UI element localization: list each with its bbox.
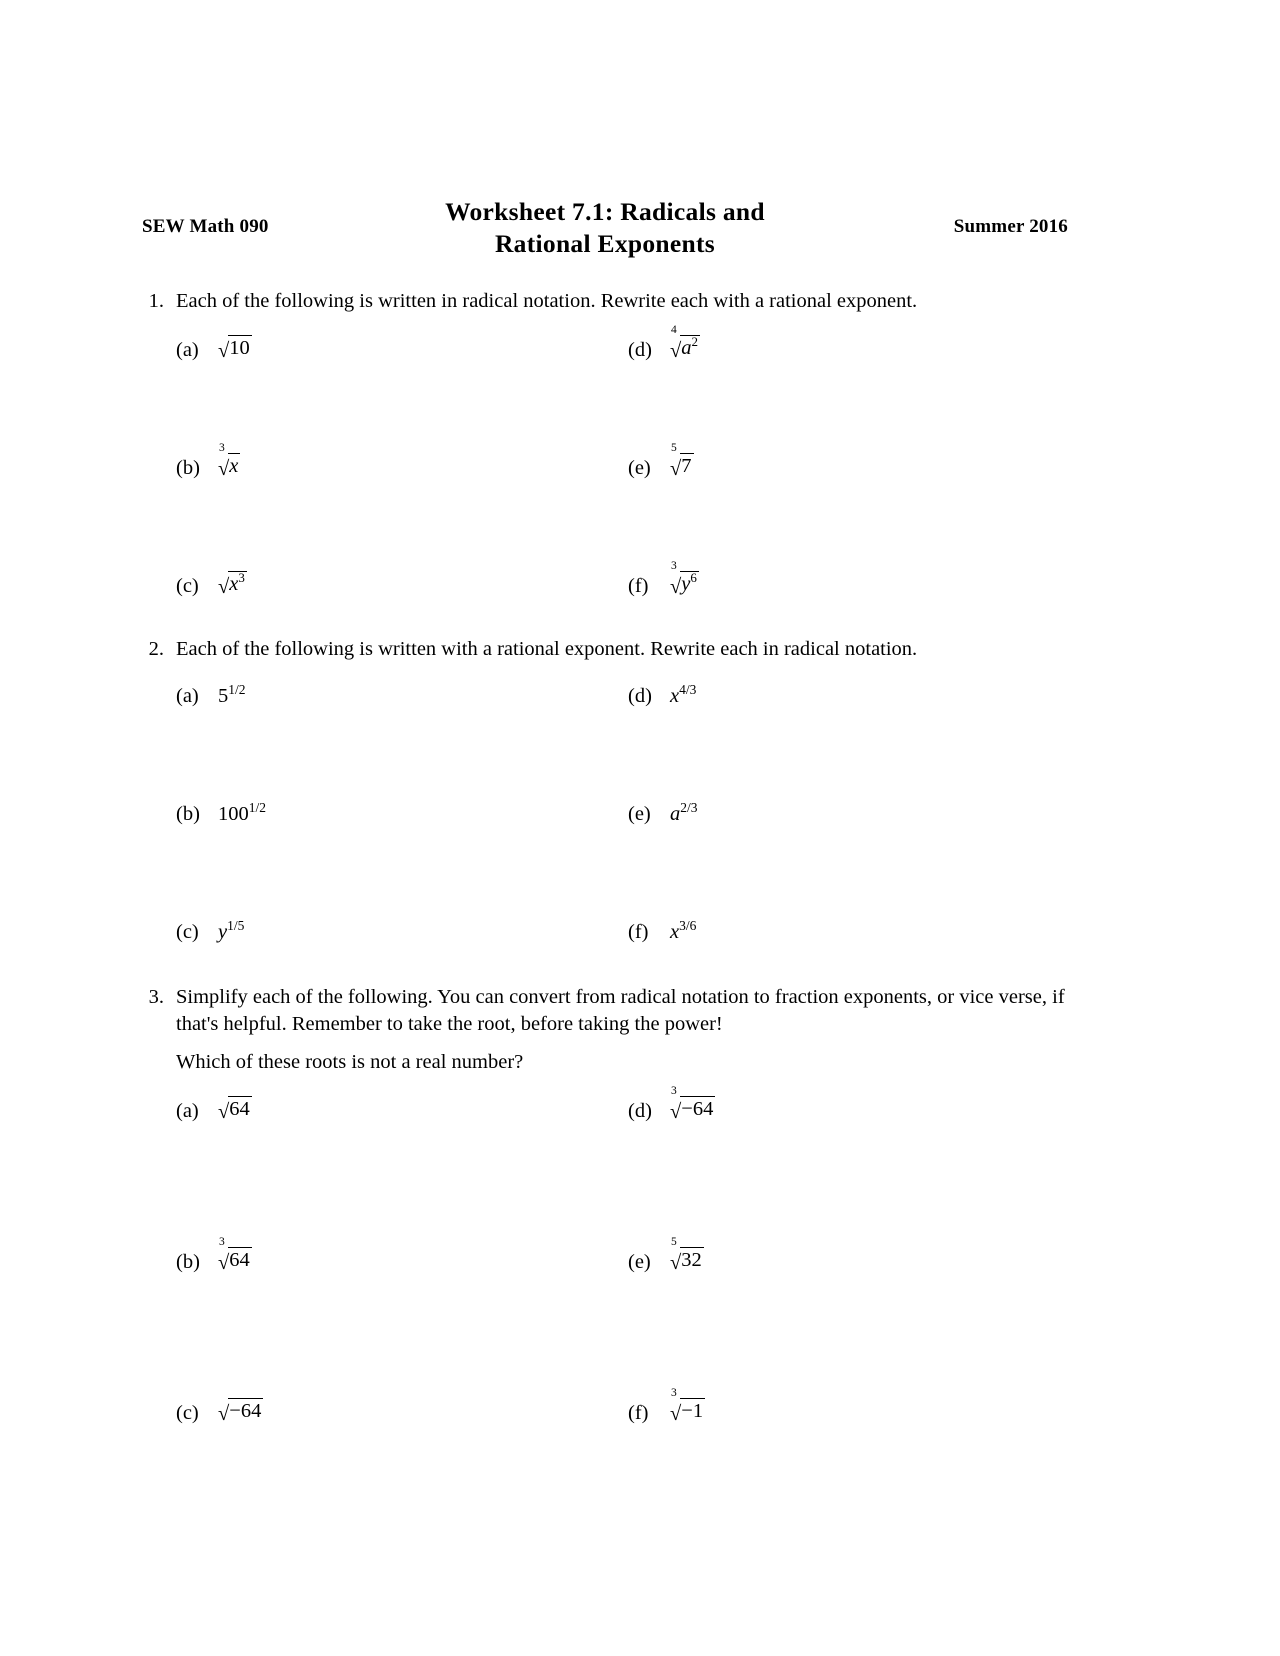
item-1e-label: (e)	[628, 456, 651, 479]
radical-index-5: 5	[671, 441, 677, 454]
item-3b	[176, 1235, 252, 1274]
item-1d	[628, 323, 700, 362]
question-3-items	[176, 1084, 1080, 1458]
item-1f	[628, 559, 699, 598]
question-1-text: Each of the following is written in radical notation. Rewrite each with a rational exponent.	[176, 290, 918, 312]
item-1a-expression: √10	[218, 337, 250, 362]
radical-index-5: 5	[671, 1235, 677, 1248]
question-2-prompt	[130, 636, 1080, 663]
item-3f-label: (f)	[628, 1401, 649, 1424]
item-2a-expression: $5^{1/2}$	[218, 681, 246, 707]
term-label: Summer 2016	[953, 216, 1068, 237]
question-3-number: 3.	[148, 986, 164, 1008]
item-2b-label: (b)	[176, 802, 200, 825]
item-2a-label: (a)	[176, 684, 199, 707]
item-2c-expression: $y^{1/5}$	[218, 917, 245, 943]
item-1a-label: (a)	[176, 338, 199, 361]
item-1c	[176, 570, 247, 598]
course-label: SEW Math 090	[142, 216, 269, 237]
item-2f-expression: $x^{3/6}$	[670, 917, 697, 943]
page-title-line-2: Rational Exponents	[494, 229, 716, 258]
question-3-text: Simplify each of the following. You can convert from radical notation to fraction exponents, or vice verse, if that's helpful. Remember to take the root, before taking the power!	[176, 986, 1065, 1035]
item-3c-label: (c)	[176, 1401, 199, 1424]
page-header	[130, 196, 1080, 262]
item-1b	[176, 441, 240, 480]
item-1a	[176, 337, 252, 362]
question-3-prompt	[130, 984, 1080, 1037]
item-2d	[628, 681, 697, 708]
item-3a-expression: √64	[218, 1098, 250, 1123]
item-2e-label: (e)	[628, 802, 651, 825]
item-2b	[176, 799, 267, 826]
item-1d-label: (d)	[628, 338, 652, 361]
item-2c-label: (c)	[176, 920, 199, 943]
item-3e-label: (e)	[628, 1250, 651, 1273]
item-3f-expression: 3 √−1	[670, 1386, 704, 1425]
item-3b-label: (b)	[176, 1250, 200, 1273]
item-2f	[628, 917, 697, 944]
item-1d-expression: 4 $√a^2$	[670, 323, 699, 362]
item-1e-expression: 5 √7	[670, 441, 692, 480]
question-1-prompt	[130, 288, 1080, 315]
item-2e-expression: $a^{2/3}$	[670, 799, 698, 825]
question-2	[130, 636, 1080, 985]
question-2-number: 2.	[148, 638, 164, 660]
item-3d-expression: 3 √−64	[670, 1084, 714, 1123]
item-1c-expression: $√x^3$	[218, 570, 245, 598]
item-2e	[628, 799, 698, 826]
item-1c-label: (c)	[176, 574, 199, 597]
radical-index-3: 3	[671, 559, 677, 572]
item-1b-label: (b)	[176, 456, 200, 479]
item-3c-expression: √−64	[218, 1400, 262, 1425]
page-title-line-1: Worksheet 7.1: Radicals and	[445, 197, 765, 226]
question-1	[130, 288, 1080, 637]
question-1-number: 1.	[148, 290, 164, 312]
item-3c	[176, 1400, 263, 1425]
page-title	[130, 196, 1080, 260]
item-3f	[628, 1386, 705, 1425]
item-1f-expression: 3 $√y^6$	[670, 559, 697, 598]
question-3	[130, 984, 1080, 1458]
item-2c	[176, 917, 245, 944]
question-3-subtext: Which of these roots is not a real number?	[176, 1051, 524, 1073]
item-2f-label: (f)	[628, 920, 649, 943]
item-1f-label: (f)	[628, 574, 649, 597]
item-3d	[628, 1084, 715, 1123]
question-2-items	[176, 681, 1080, 985]
radical-index-3: 3	[219, 1235, 225, 1248]
item-3a	[176, 1098, 252, 1123]
item-3a-label: (a)	[176, 1099, 199, 1122]
radical-index-4: 4	[671, 323, 677, 336]
item-2d-label: (d)	[628, 684, 652, 707]
item-3e	[628, 1235, 704, 1274]
item-3e-expression: 5 √32	[670, 1235, 702, 1274]
question-1-items	[176, 323, 1080, 637]
item-2b-expression: $100^{1/2}$	[218, 799, 267, 825]
radical-index-3: 3	[671, 1084, 677, 1097]
radical-index-3: 3	[671, 1386, 677, 1399]
item-3b-expression: 3 √64	[218, 1235, 250, 1274]
item-1b-expression: 3 √x	[218, 441, 239, 480]
item-3d-label: (d)	[628, 1099, 652, 1122]
item-1e	[628, 441, 694, 480]
question-2-text: Each of the following is written with a rational exponent. Rewrite each in radical notation.	[176, 638, 918, 660]
radical-index-3: 3	[219, 441, 225, 454]
item-2d-expression: $x^{4/3}$	[670, 681, 697, 707]
item-2a	[176, 681, 246, 708]
